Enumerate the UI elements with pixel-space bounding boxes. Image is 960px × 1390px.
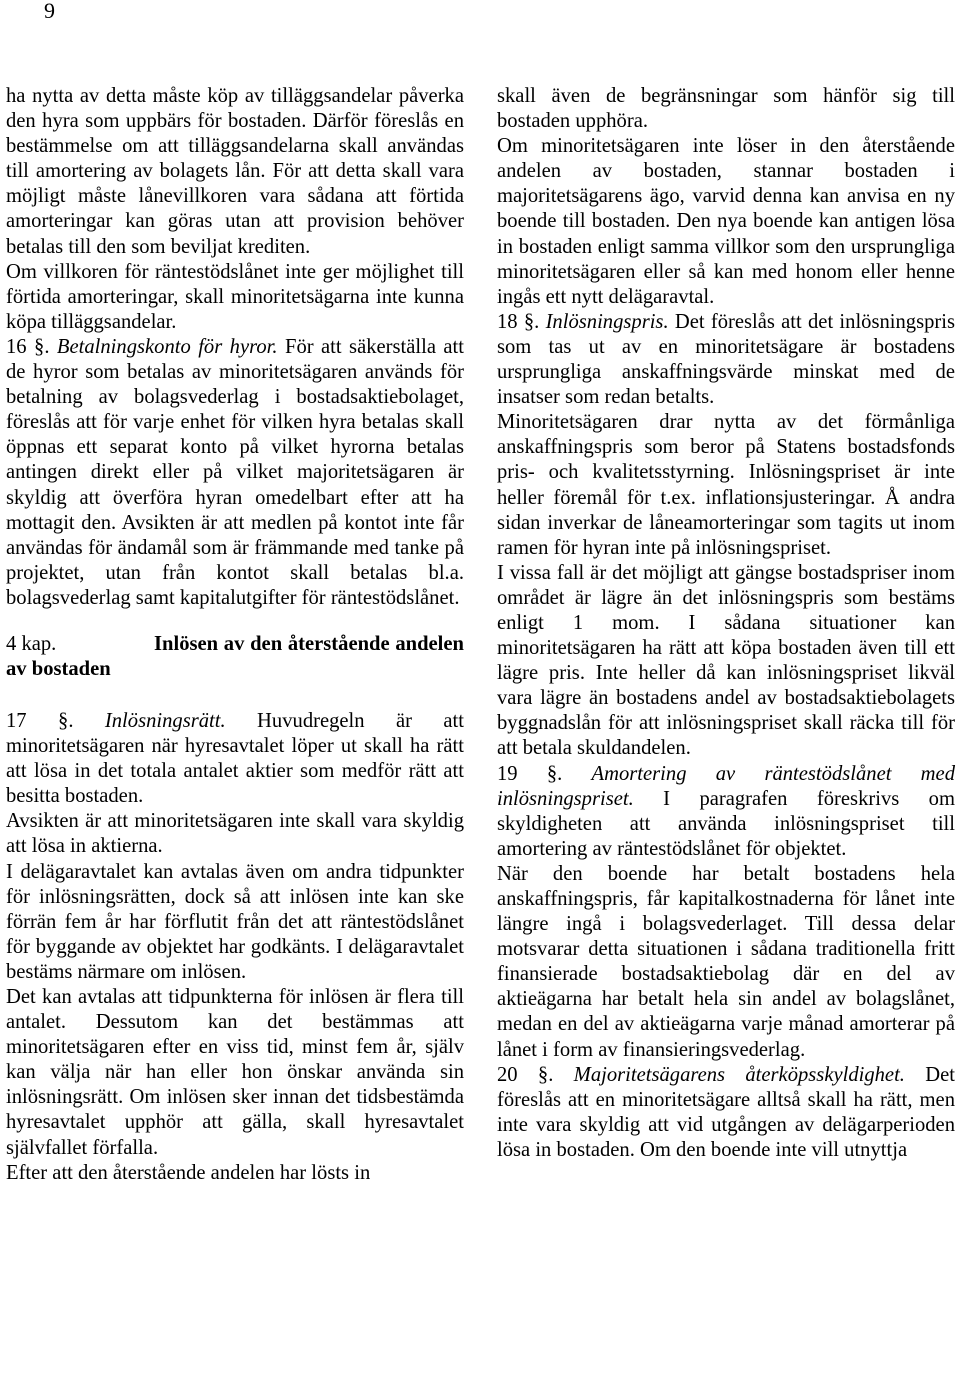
section-number: 20 §.: [497, 1063, 574, 1086]
page-number: 9: [44, 0, 55, 23]
section-number: 17 §.: [6, 709, 105, 732]
section-text: I paragrafen föreskrivs om skyldigheten att använda inlösningspriset till amortering av räntestödslånet för objektet.: [497, 787, 955, 860]
section-text: Huvudregeln är att minoritetsägaren när hyresavtalet löper ut skall ha rätt att lösa in det totala antalet aktier som medför rätt att besitta bostaden.: [6, 709, 465, 808]
chapter-number: 4 kap.: [6, 632, 57, 655]
left-column: [6, 84, 464, 1186]
section-number: 16 §.: [6, 335, 57, 358]
paragraph: Efter att den återstående andelen har lösts in: [6, 1161, 371, 1184]
section-16: [6, 335, 464, 611]
paragraph: Minoritetsägaren drar nytta av det förmånliga anskaffningspris som beror på Statens bostadsfonds pris- och kvalitetsstyrning. Inlösningspriset är inte heller föremål för t.ex. inflationsjusteringar. Å andra sidan inverkar de låneamorteringar som tagits ut inom ramen för hyran inte på inlösningspriset.: [497, 411, 955, 559]
section-number: 18 §.: [497, 310, 546, 333]
section-17: [6, 709, 464, 809]
paragraph: Om minoritetsägaren inte löser in den återstående andelen av bostaden, stannar bostaden i majoritetsägarens ägo, varvid denna kan anvisa en ny boende till bostaden. Den nya boende kan antigen lösa in bostaden enligt samma villkor som den ursprungliga minoritetsägaren eller så kan med honom eller henne ingås ett nytt delägaravtal.: [497, 135, 955, 308]
paragraph: Det kan avtalas att tidpunkterna för inlösen är flera till antalet. Dessutom kan det bestämmas att minoritetsägaren efter en viss tid, minst fem år, själv kan välja när han eller hon önskar använda sin inlösningsrätt. Om inlösen sker innan det tidsbestämda hyresavtalet upphör att gälla, skall hyresavtalet självfallet förfalla.: [6, 986, 464, 1159]
paragraph: skall även de begränsningar som hänför sig till bostaden upphöra.: [497, 85, 955, 133]
section-20: [497, 1063, 955, 1163]
section-title: Majoritetsägarens återköpsskyldighet.: [573, 1063, 905, 1086]
chapter-title: Inlösen av den återstående andelen av bostaden: [6, 632, 464, 680]
section-number: 19 §.: [497, 762, 592, 785]
paragraph: I delägaravtalet kan avtalas även om andra tidpunkter för inlösningsrätten, dock så att inlösen inte kan ske förrän fem år har förflutit från det att räntestödslånet för byggande av objektet har godkänts. I delägaravtalet bestäms närmare om inlösen.: [6, 860, 464, 983]
section-18: [497, 310, 955, 410]
section-text: Det föreslås att en minoritetsägare alltså skall ha rätt, men inte vara skyldig att vid utgången av delägarperioden lösa in bostaden. Om den boende inte vill utnyttja: [497, 1063, 955, 1161]
section-text: För att säkerställa att de hyror som betalas av minoritetsägaren används för betalning av bolagsvederlag i bostadsaktiebolaget, föreslås att för varje enhet för vilken hyra betalas skall öppnas ett separat konto på vilket hyrorna betalas antingen direkt eller på vilket majoritetsägaren är skyldig att överföra hyran omedelbart efter att ha mottagit den. Avsikten är att medlen på kontot inte får användas för ändamål som är främmande med tanke på projektet, utan från kontot skall betalas bl.a. bolagsvederlag samt kapitalutgifter för räntestödslånet.: [6, 335, 464, 609]
paragraph: I vissa fall är det möjligt att gängse bostadspriser inom området är lägre än det inlösningspris som bestäms enligt 1 mom. I sådana situationer kan minoritetsägaren ha rätt att köpa bostaden även till ett lägre pris. Inte heller då kan inlösningspriset likväl vara lägre än bostadens andel av bostadsaktiebolagets byggnadslån för att inlösningspriset skall räcka till för att betala skuldandelen.: [497, 561, 955, 760]
paragraph: Om villkoren för räntestödslånet inte ger möjlighet till förtida amorteringar, skall minoritetsägarna inte kunna köpa tilläggsandelar.: [6, 260, 464, 333]
paragraph: När den boende har betalt bostadens hela anskaffningspris, får kapitalkostnaderna för lånet inte längre ingå i bolagsvederlaget. Till dessa delar motsvarar detta situationen i sådana traditionella fritt finansierade bostadsaktiebolag där en del av aktieägarna har betalt hela sin andel av bolagslånet, medan en del av aktieägarna varje månad amorterar på lånet i form av finansieringsvederlag.: [497, 862, 955, 1061]
section-title: Inlösningsrätt.: [104, 709, 226, 732]
section-title: Amortering av räntestödslånet med inlösningspriset.: [497, 762, 955, 810]
paragraph: ha nytta av detta måste köp av tilläggsandelar påverka den hyra som uppbärs för bostaden. Därför föreslås en bestämmelse om att tilläggsandelarna skall användas till amortering av bolagets lån. För att detta skall vara möjligt måste lånevillkoren vara sådana att förtida amorteringar kan göras utan att provision behöver betalas till den som beviljat krediten.: [6, 85, 464, 258]
section-19: [497, 762, 955, 862]
right-column: [497, 84, 955, 1163]
chapter-heading: [6, 632, 464, 682]
section-title: Betalningskonto för hyror.: [56, 335, 278, 358]
section-title: Inlösningspris.: [545, 310, 669, 333]
paragraph: Avsikten är att minoritetsägaren inte skall vara skyldig att lösa in aktierna.: [6, 810, 464, 858]
section-text: Det föreslås att det inlösningspris som tas ut av en minoritetsägare är bostadens ursprungliga anskaffningsvärde minskat med de insatser som redan betalts.: [497, 310, 955, 409]
